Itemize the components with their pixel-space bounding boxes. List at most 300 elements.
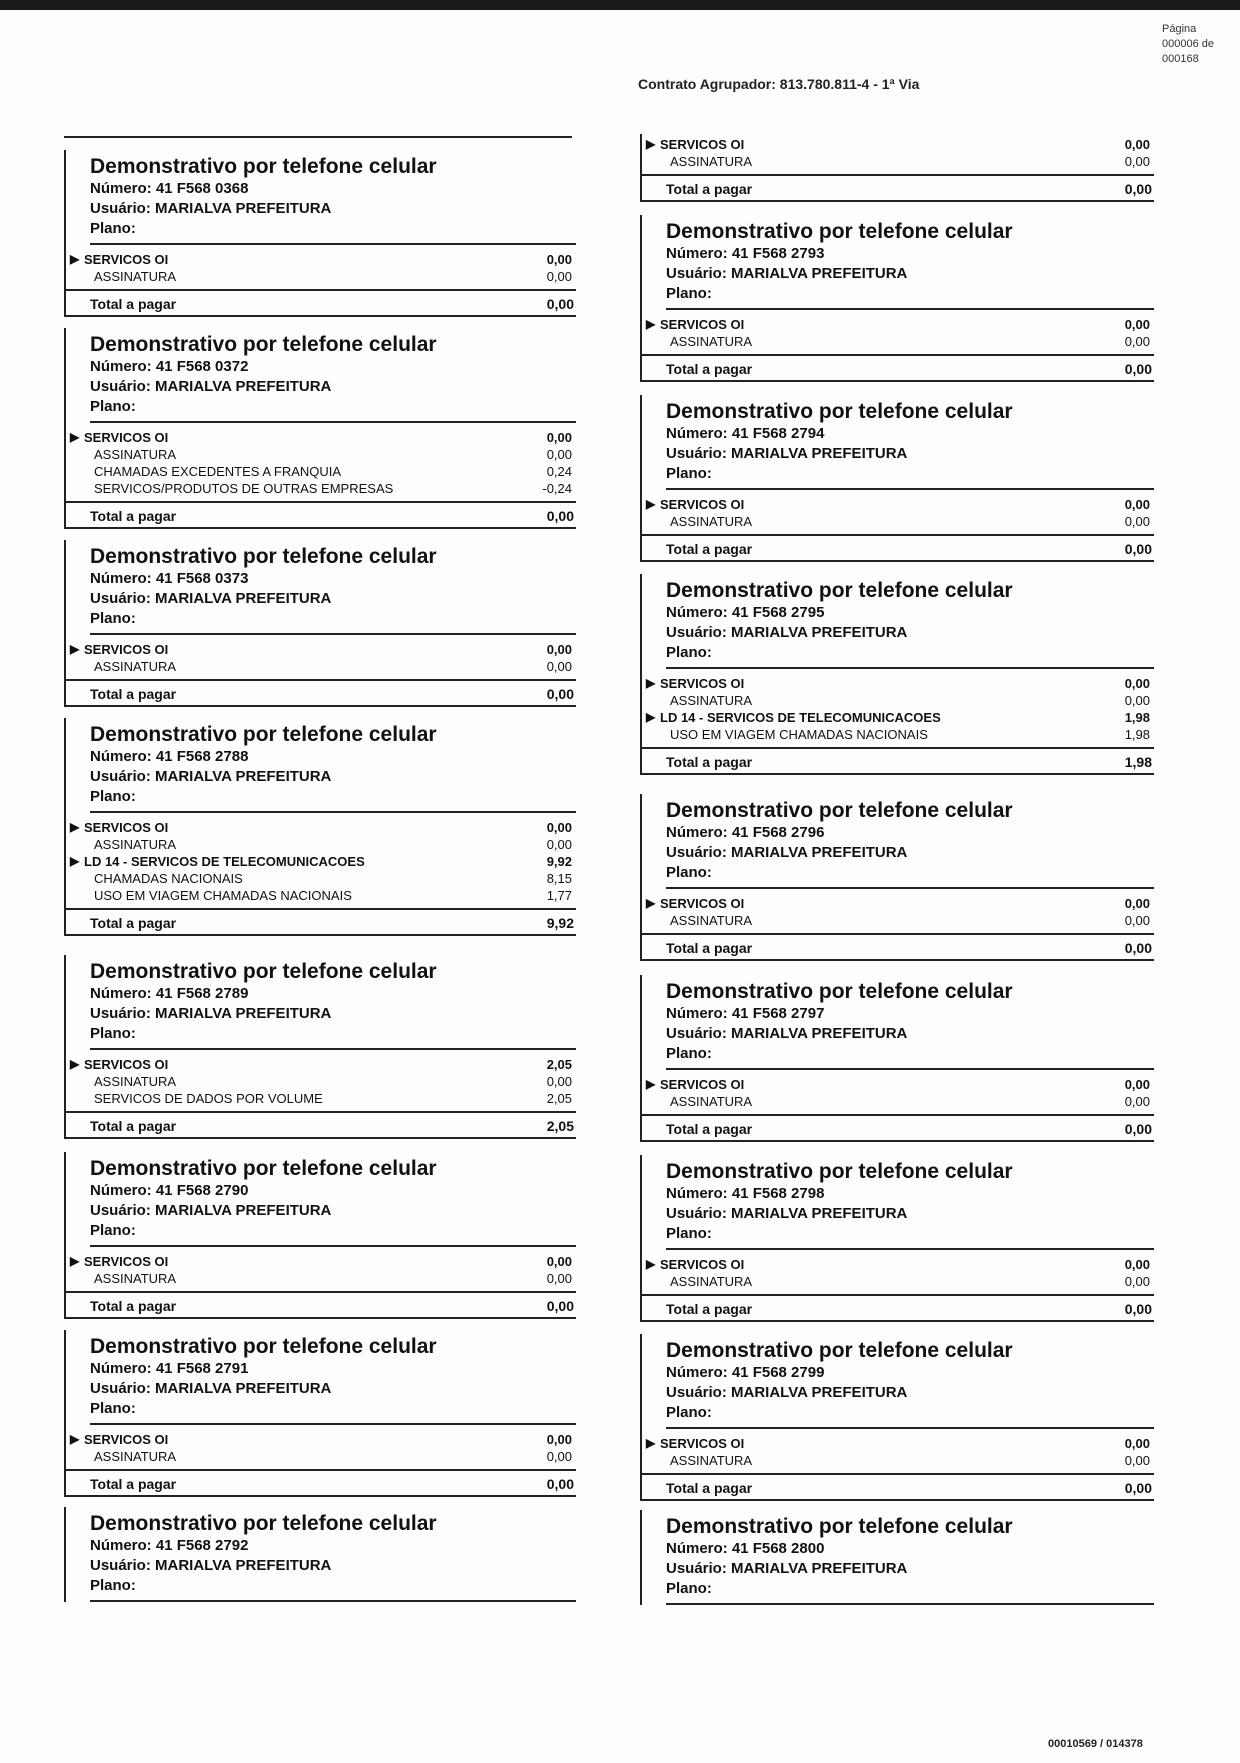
- service-item-row: [66, 480, 574, 497]
- block-header: [66, 540, 576, 633]
- block-bottom-rule: [66, 1317, 576, 1319]
- row-label: SERVICOS OI: [660, 896, 745, 911]
- total-value: 0,00: [1124, 1121, 1152, 1137]
- total-label: Total a pagar: [666, 541, 753, 557]
- row-label: ASSINATURA: [670, 154, 753, 169]
- user-name: Usuário: MARIALVA PREFEITURA: [90, 590, 332, 607]
- service-items: [642, 1429, 1154, 1473]
- total-label: Total a pagar: [666, 754, 753, 770]
- row-label-wrap: [642, 726, 928, 743]
- expand-triangle-icon: ▶: [70, 430, 80, 444]
- total-row: [66, 291, 576, 315]
- row-label-wrap: [642, 912, 752, 929]
- plan-label: Plano:: [666, 864, 712, 881]
- total-value: 0,00: [546, 1298, 574, 1314]
- row-value: 0,00: [1124, 896, 1150, 911]
- service-group-row: [66, 1056, 574, 1073]
- statement-block: [640, 975, 1154, 1142]
- block-title: Demonstrativo por telefone celular: [90, 1335, 437, 1358]
- service-items: [66, 1050, 576, 1111]
- block-bottom-rule: [642, 1140, 1154, 1142]
- row-value: 0,00: [1124, 693, 1150, 708]
- statement-block: [640, 395, 1154, 562]
- block-title: Demonstrativo por telefone celular: [90, 1512, 437, 1535]
- block-bottom-rule: [642, 1320, 1154, 1322]
- expand-triangle-icon: ▶: [70, 854, 80, 868]
- statement-block: [640, 1334, 1154, 1501]
- row-label-wrap: [642, 692, 752, 709]
- expand-triangle-icon: ▶: [646, 710, 656, 724]
- service-group-row: [66, 1253, 574, 1270]
- block-header: [642, 215, 1154, 308]
- service-item-row: [66, 1090, 574, 1107]
- phone-number: Número: 41 F568 2799: [666, 1364, 825, 1381]
- block-title: Demonstrativo por telefone celular: [666, 1339, 1013, 1362]
- row-value: 0,00: [1124, 1436, 1150, 1451]
- row-value: 0,00: [546, 837, 572, 852]
- row-label-wrap: [66, 1431, 168, 1448]
- row-label: ASSINATURA: [670, 1094, 753, 1109]
- service-item-row: [66, 268, 574, 285]
- row-value: 0,00: [546, 659, 572, 674]
- service-item-row: [642, 333, 1152, 350]
- block-title: Demonstrativo por telefone celular: [90, 723, 437, 746]
- service-item-row: [642, 1273, 1152, 1290]
- plan-label: Plano:: [666, 1404, 712, 1421]
- expand-triangle-icon: ▶: [646, 1436, 656, 1450]
- row-label: SERVICOS OI: [84, 1254, 169, 1269]
- row-label-wrap: [66, 819, 168, 836]
- phone-number: Número: 41 F568 2798: [666, 1185, 825, 1202]
- row-label-wrap: [66, 1253, 168, 1270]
- row-label-wrap: [642, 1076, 744, 1093]
- block-title: Demonstrativo por telefone celular: [666, 799, 1013, 822]
- statement-block: [64, 1507, 576, 1602]
- row-label-wrap: [642, 1435, 744, 1452]
- total-row: [66, 681, 576, 705]
- total-row: [66, 1471, 576, 1495]
- block-title: Demonstrativo por telefone celular: [666, 1160, 1013, 1183]
- row-value: 0,00: [1124, 1453, 1150, 1468]
- row-label: ASSINATURA: [94, 1271, 177, 1286]
- total-value: 2,05: [546, 1118, 574, 1134]
- block-title: Demonstrativo por telefone celular: [90, 155, 437, 178]
- row-value: 2,05: [546, 1057, 572, 1072]
- row-label-wrap: [66, 836, 176, 853]
- user-name: Usuário: MARIALVA PREFEITURA: [666, 624, 908, 641]
- total-label: Total a pagar: [666, 1121, 753, 1137]
- plan-label: Plano:: [666, 644, 712, 661]
- row-label-wrap: [66, 463, 341, 480]
- plan-label: Plano:: [666, 1580, 712, 1597]
- row-value: 9,92: [546, 854, 572, 869]
- block-title: Demonstrativo por telefone celular: [666, 980, 1013, 1003]
- user-name: Usuário: MARIALVA PREFEITURA: [666, 1560, 908, 1577]
- statement-block: [640, 215, 1154, 382]
- service-group-row: [66, 819, 574, 836]
- service-group-row: [66, 641, 574, 658]
- expand-triangle-icon: ▶: [70, 252, 80, 266]
- row-label: SERVICOS OI: [660, 1257, 745, 1272]
- row-label-wrap: [66, 480, 393, 497]
- row-label: ASSINATURA: [670, 334, 753, 349]
- plan-label: Plano:: [90, 1577, 136, 1594]
- user-name: Usuário: MARIALVA PREFEITURA: [666, 844, 908, 861]
- row-label-wrap: [66, 429, 168, 446]
- row-value: 0,00: [546, 252, 572, 267]
- row-label: SERVICOS OI: [660, 676, 745, 691]
- total-label: Total a pagar: [90, 508, 177, 524]
- service-item-row: [642, 1093, 1152, 1110]
- row-label-wrap: [66, 887, 352, 904]
- row-label-wrap: [642, 333, 752, 350]
- service-item-row: [642, 726, 1152, 743]
- row-value: 0,00: [1124, 154, 1150, 169]
- total-row: [66, 1293, 576, 1317]
- row-label-wrap: [66, 1448, 176, 1465]
- total-row: [66, 1113, 576, 1137]
- block-bottom-rule: [66, 1137, 576, 1139]
- row-label: ASSINATURA: [670, 693, 753, 708]
- row-label: ASSINATURA: [94, 447, 177, 462]
- total-row: [642, 1296, 1154, 1320]
- block-header: [66, 150, 576, 243]
- total-row: [642, 1116, 1154, 1140]
- service-group-row: [642, 1256, 1152, 1273]
- block-header: [642, 1155, 1154, 1248]
- page-current: 000006 de: [1162, 38, 1214, 50]
- plan-label: Plano:: [90, 1025, 136, 1042]
- service-item-row: [642, 153, 1152, 170]
- service-items: [642, 1070, 1154, 1114]
- service-group-row: [66, 251, 574, 268]
- service-group-row: [66, 429, 574, 446]
- row-label-wrap: [642, 1273, 752, 1290]
- row-value: 0,00: [546, 447, 572, 462]
- user-name: Usuário: MARIALVA PREFEITURA: [666, 1205, 908, 1222]
- row-label: USO EM VIAGEM CHAMADAS NACIONAIS: [94, 888, 352, 903]
- block-title: Demonstrativo por telefone celular: [666, 400, 1013, 423]
- row-value: 0,00: [1124, 334, 1150, 349]
- total-value: 0,00: [1124, 361, 1152, 377]
- statement-block: [64, 328, 576, 529]
- row-label: LD 14 - SERVICOS DE TELECOMUNICACOES: [84, 854, 365, 869]
- statement-block: [640, 794, 1154, 961]
- service-items: [642, 889, 1154, 933]
- statement-block: [640, 1155, 1154, 1322]
- service-item-row: [642, 912, 1152, 929]
- footer-code: 00010569 / 014378: [1048, 1738, 1143, 1750]
- plan-label: Plano:: [90, 398, 136, 415]
- service-items: [642, 1250, 1154, 1294]
- total-label: Total a pagar: [666, 361, 753, 377]
- block-header: [642, 794, 1154, 887]
- total-value: 0,00: [1124, 940, 1152, 956]
- row-value: 1,77: [546, 888, 572, 903]
- row-label: ASSINATURA: [670, 1453, 753, 1468]
- block-bottom-rule: [66, 934, 576, 936]
- service-group-row: [642, 316, 1152, 333]
- row-label: SERVICOS/PRODUTOS DE OUTRAS EMPRESAS: [94, 481, 394, 496]
- row-label: ASSINATURA: [94, 1074, 177, 1089]
- row-value: 0,00: [1124, 497, 1150, 512]
- row-value: 0,00: [1124, 1257, 1150, 1272]
- service-items: [642, 490, 1154, 534]
- block-header: [66, 718, 576, 811]
- statement-block: [64, 1152, 576, 1319]
- block-header: [66, 328, 576, 421]
- row-label: SERVICOS OI: [660, 317, 745, 332]
- user-name: Usuário: MARIALVA PREFEITURA: [666, 445, 908, 462]
- user-name: Usuário: MARIALVA PREFEITURA: [90, 378, 332, 395]
- total-label: Total a pagar: [90, 1298, 177, 1314]
- block-header: [66, 1507, 576, 1600]
- row-label: ASSINATURA: [94, 1449, 177, 1464]
- service-item-row: [642, 513, 1152, 530]
- service-item-row: [66, 1073, 574, 1090]
- expand-triangle-icon: ▶: [646, 1077, 656, 1091]
- service-group-row: [66, 853, 574, 870]
- row-value: 1,98: [1124, 710, 1150, 725]
- service-item-row: [642, 1452, 1152, 1469]
- contrato-agrupador: Contrato Agrupador: 813.780.811-4 - 1ª Via: [638, 76, 920, 92]
- phone-number: Número: 41 F568 2797: [666, 1005, 825, 1022]
- row-value: 0,00: [1124, 676, 1150, 691]
- phone-number: Número: 41 F568 2788: [90, 748, 249, 765]
- page-label: Página: [1162, 23, 1197, 35]
- header-rule: [90, 1600, 576, 1602]
- statement-block: [64, 150, 576, 317]
- row-value: 0,00: [546, 642, 572, 657]
- service-item-row: [66, 1270, 574, 1287]
- row-label-wrap: [642, 513, 752, 530]
- user-name: Usuário: MARIALVA PREFEITURA: [90, 1202, 332, 1219]
- block-title: Demonstrativo por telefone celular: [90, 1157, 437, 1180]
- row-label: SERVICOS OI: [84, 1432, 169, 1447]
- total-label: Total a pagar: [666, 181, 753, 197]
- row-value: 0,00: [546, 1254, 572, 1269]
- plan-label: Plano:: [666, 285, 712, 302]
- block-bottom-rule: [642, 773, 1154, 775]
- block-title: Demonstrativo por telefone celular: [90, 960, 437, 983]
- block-bottom-rule: [66, 705, 576, 707]
- block-title: Demonstrativo por telefone celular: [90, 333, 437, 356]
- row-value: 0,00: [546, 1074, 572, 1089]
- phone-number: Número: 41 F568 2793: [666, 245, 825, 262]
- row-label-wrap: [66, 870, 243, 887]
- block-title: Demonstrativo por telefone celular: [666, 1515, 1013, 1538]
- row-value: 0,00: [546, 1271, 572, 1286]
- plan-label: Plano:: [90, 610, 136, 627]
- expand-triangle-icon: ▶: [646, 1257, 656, 1271]
- plan-label: Plano:: [90, 1400, 136, 1417]
- service-items: [642, 669, 1154, 747]
- row-label-wrap: [66, 1090, 323, 1107]
- block-header: [642, 395, 1154, 488]
- plan-label: Plano:: [666, 1225, 712, 1242]
- phone-number: Número: 41 F568 0373: [90, 570, 249, 587]
- total-row: [66, 910, 576, 934]
- total-label: Total a pagar: [90, 686, 177, 702]
- block-header: [642, 574, 1154, 667]
- row-label: SERVICOS OI: [660, 137, 745, 152]
- service-items: [642, 134, 1154, 174]
- row-value: 0,00: [1124, 1274, 1150, 1289]
- service-group-row: [642, 136, 1152, 153]
- row-value: 0,00: [1124, 1077, 1150, 1092]
- block-header: [66, 1330, 576, 1423]
- block-title: Demonstrativo por telefone celular: [666, 579, 1013, 602]
- service-item-row: [66, 870, 574, 887]
- block-bottom-rule: [642, 1499, 1154, 1501]
- header-rule: [666, 1603, 1154, 1605]
- service-item-row: [642, 692, 1152, 709]
- total-value: 9,92: [546, 915, 574, 931]
- row-label: SERVICOS DE DADOS POR VOLUME: [94, 1091, 323, 1106]
- row-label-wrap: [642, 1093, 752, 1110]
- row-label-wrap: [642, 675, 744, 692]
- row-label-wrap: [66, 658, 176, 675]
- block-header: [642, 1510, 1154, 1603]
- service-items: [66, 1247, 576, 1291]
- user-name: Usuário: MARIALVA PREFEITURA: [666, 265, 908, 282]
- service-items: [66, 813, 576, 908]
- expand-triangle-icon: ▶: [70, 1254, 80, 1268]
- service-items: [66, 635, 576, 679]
- phone-number: Número: 41 F568 0372: [90, 358, 249, 375]
- user-name: Usuário: MARIALVA PREFEITURA: [90, 1557, 332, 1574]
- service-item-row: [66, 658, 574, 675]
- row-value: 0,00: [546, 1449, 572, 1464]
- row-value: 1,98: [1124, 727, 1150, 742]
- phone-number: Número: 41 F568 2800: [666, 1540, 825, 1557]
- phone-number: Número: 41 F568 2796: [666, 824, 825, 841]
- total-row: [642, 176, 1154, 200]
- row-value: 0,00: [1124, 514, 1150, 529]
- row-label: SERVICOS OI: [84, 820, 169, 835]
- row-value: 0,00: [1124, 317, 1150, 332]
- row-label: CHAMADAS EXCEDENTES A FRANQUIA: [94, 464, 342, 479]
- service-item-row: [66, 463, 574, 480]
- total-label: Total a pagar: [666, 940, 753, 956]
- total-value: 0,00: [1124, 1480, 1152, 1496]
- row-label-wrap: [642, 1452, 752, 1469]
- total-row: [642, 1475, 1154, 1499]
- row-value: 0,00: [546, 269, 572, 284]
- block-header: [66, 1152, 576, 1245]
- row-label-wrap: [642, 316, 744, 333]
- top-edge-bar: [0, 0, 1240, 10]
- block-bottom-rule: [642, 380, 1154, 382]
- row-label-wrap: [642, 153, 752, 170]
- row-value: 2,05: [546, 1091, 572, 1106]
- total-label: Total a pagar: [666, 1480, 753, 1496]
- block-header: [642, 975, 1154, 1068]
- row-label: SERVICOS OI: [84, 430, 169, 445]
- total-value: 0,00: [1124, 181, 1152, 197]
- continued-block: [640, 134, 1154, 202]
- row-value: 8,15: [546, 871, 572, 886]
- statement-block: [64, 540, 576, 707]
- service-group-row: [642, 675, 1152, 692]
- expand-triangle-icon: ▶: [646, 137, 656, 151]
- row-label-wrap: [642, 895, 744, 912]
- service-items: [66, 245, 576, 289]
- row-label-wrap: [642, 496, 744, 513]
- row-value: 0,00: [1124, 913, 1150, 928]
- row-value: -0,24: [542, 481, 572, 496]
- expand-triangle-icon: ▶: [70, 642, 80, 656]
- total-value: 0,00: [546, 1476, 574, 1492]
- service-item-row: [66, 1448, 574, 1465]
- user-name: Usuário: MARIALVA PREFEITURA: [666, 1025, 908, 1042]
- total-value: 0,00: [1124, 1301, 1152, 1317]
- block-header: [66, 955, 576, 1048]
- row-label-wrap: [66, 1270, 176, 1287]
- plan-label: Plano:: [90, 220, 136, 237]
- row-label: SERVICOS OI: [84, 642, 169, 657]
- block-title: Demonstrativo por telefone celular: [90, 545, 437, 568]
- service-items: [642, 310, 1154, 354]
- user-name: Usuário: MARIALVA PREFEITURA: [90, 200, 332, 217]
- row-label: SERVICOS OI: [84, 252, 169, 267]
- service-item-row: [66, 836, 574, 853]
- row-label-wrap: [66, 641, 168, 658]
- row-label-wrap: [66, 1073, 176, 1090]
- row-label-wrap: [66, 853, 365, 870]
- total-label: Total a pagar: [90, 1118, 177, 1134]
- service-item-row: [66, 887, 574, 904]
- statement-block: [64, 1330, 576, 1497]
- total-value: 0,00: [546, 508, 574, 524]
- row-label: CHAMADAS NACIONAIS: [94, 871, 243, 886]
- row-label: LD 14 - SERVICOS DE TELECOMUNICACOES: [660, 710, 941, 725]
- phone-number: Número: 41 F568 2791: [90, 1360, 249, 1377]
- user-name: Usuário: MARIALVA PREFEITURA: [666, 1384, 908, 1401]
- row-label: SERVICOS OI: [660, 1436, 745, 1451]
- phone-number: Número: 41 F568 2795: [666, 604, 825, 621]
- service-group-row: [642, 1076, 1152, 1093]
- plan-label: Plano:: [90, 1222, 136, 1239]
- row-value: 0,00: [546, 820, 572, 835]
- expand-triangle-icon: ▶: [646, 317, 656, 331]
- row-label: SERVICOS OI: [84, 1057, 169, 1072]
- total-row: [642, 536, 1154, 560]
- user-name: Usuário: MARIALVA PREFEITURA: [90, 1005, 332, 1022]
- total-value: 1,98: [1124, 754, 1152, 770]
- expand-triangle-icon: ▶: [646, 676, 656, 690]
- page-total: 000168: [1162, 53, 1199, 65]
- plan-label: Plano:: [90, 788, 136, 805]
- phone-number: Número: 41 F568 2792: [90, 1537, 249, 1554]
- row-label-wrap: [642, 709, 941, 726]
- phone-number: Número: 41 F568 2790: [90, 1182, 249, 1199]
- expand-triangle-icon: ▶: [70, 1057, 80, 1071]
- expand-triangle-icon: ▶: [646, 896, 656, 910]
- plan-label: Plano:: [666, 465, 712, 482]
- row-label: SERVICOS OI: [660, 1077, 745, 1092]
- service-items: [66, 1425, 576, 1469]
- service-items: [66, 423, 576, 501]
- block-bottom-rule: [66, 315, 576, 317]
- user-name: Usuário: MARIALVA PREFEITURA: [90, 1380, 332, 1397]
- row-value: 0,00: [546, 430, 572, 445]
- total-value: 0,00: [546, 296, 574, 312]
- block-bottom-rule: [642, 959, 1154, 961]
- service-item-row: [66, 446, 574, 463]
- row-label-wrap: [66, 1056, 168, 1073]
- row-value: 0,00: [1124, 137, 1150, 152]
